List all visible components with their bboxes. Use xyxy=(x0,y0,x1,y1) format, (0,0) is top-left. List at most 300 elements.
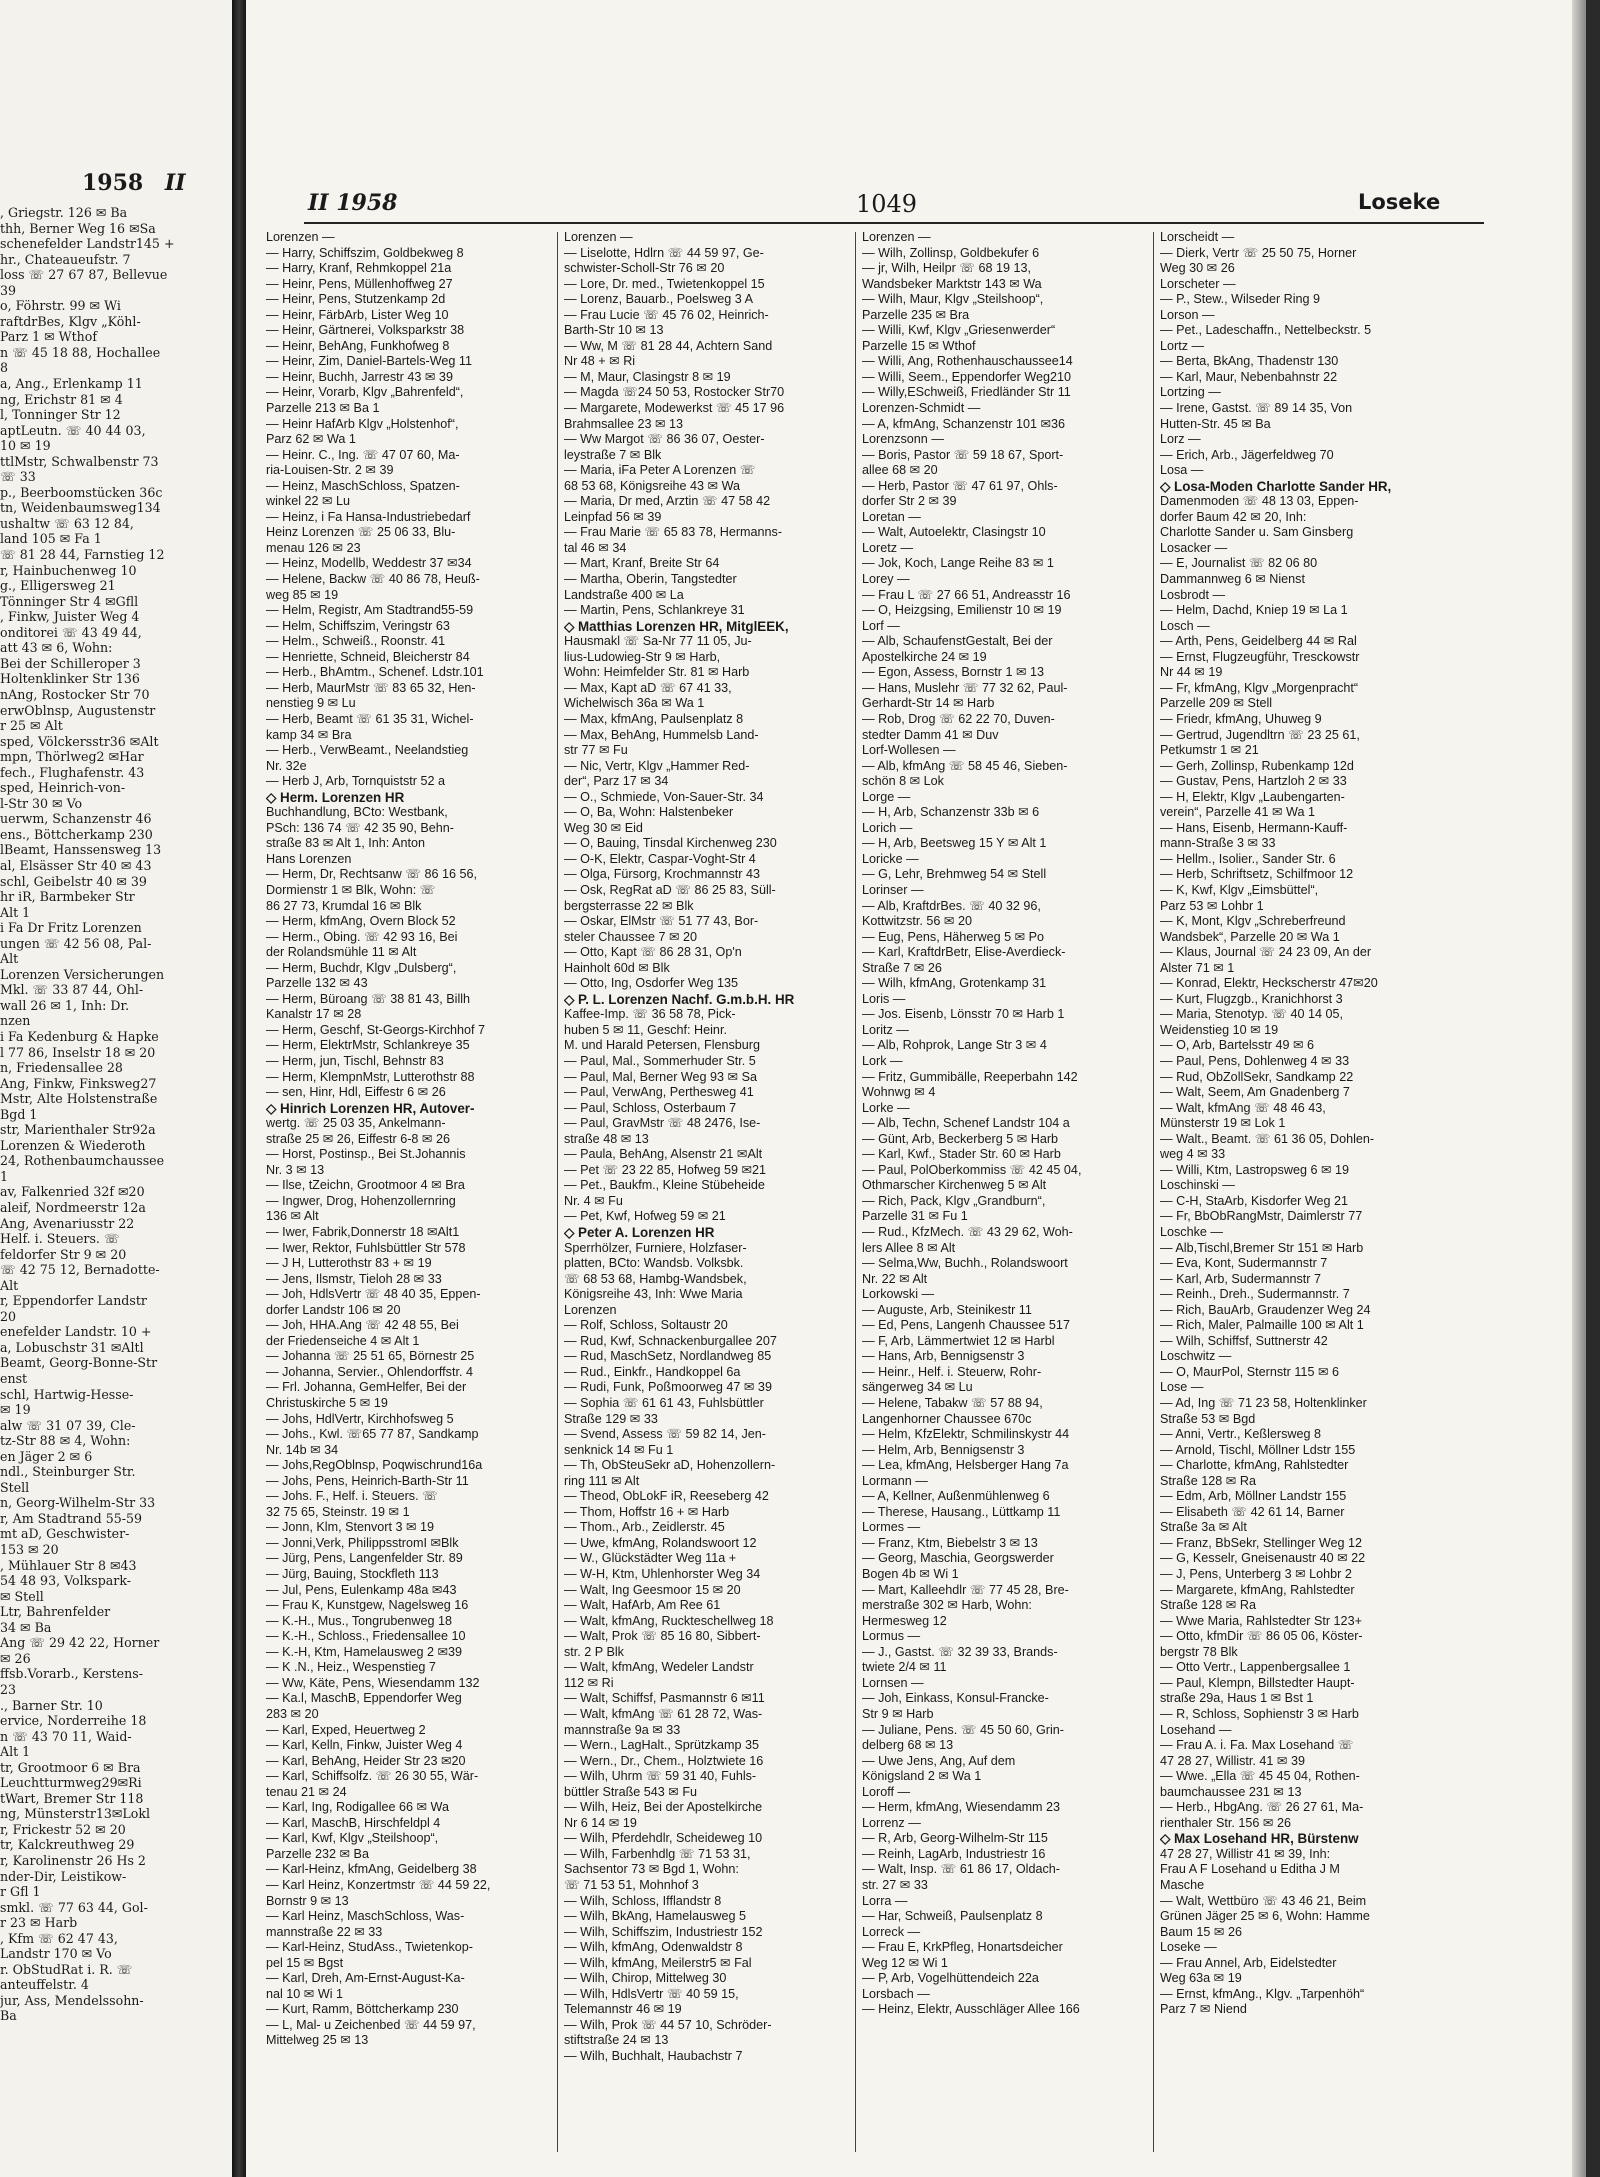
directory-line: Lorf-Wollesen — xyxy=(862,743,956,758)
directory-line: — Paul, Klempn, Billstedter Haupt- xyxy=(1160,1675,1355,1690)
directory-line: r Gfl 1 xyxy=(0,1884,41,1900)
directory-line: — jr, Wilh, Heilpr ☏ 68 19 13, xyxy=(862,261,1032,276)
directory-line: — Karl, Kwf., Stader Str. 60 ✉ Harb xyxy=(862,1147,1061,1162)
directory-line: — Maria, Stenotyp. ☏ 40 14 05, xyxy=(1160,1007,1344,1022)
directory-line: jur, Ass, Mendelssohn- xyxy=(0,1992,144,2008)
directory-line: Barth-Str 10 ✉ 13 xyxy=(564,323,664,338)
directory-line: — Frau Lucie ☏ 45 76 02, Heinrich- xyxy=(564,307,769,322)
directory-line: — Horst, Postinsp., Bei St.Johannis xyxy=(266,1147,466,1162)
directory-line: — Wilh, HdlsVertr ☏ 40 59 15, xyxy=(564,1986,739,2001)
directory-line: schl, Hartwig-Hesse- xyxy=(0,1386,134,1402)
directory-line: Ang, Finkw, Finksweg27 xyxy=(0,1075,157,1091)
directory-line: Charlotte Sander u. Sam Ginsberg xyxy=(1160,525,1354,540)
directory-line: ✉ 26 xyxy=(0,1650,31,1666)
directory-line: Alt 1 xyxy=(0,904,31,920)
directory-line: — Pet, Kwf, Hofweg 59 ✉ 21 xyxy=(564,1209,726,1224)
directory-line: Wohn: Heimfelder Str. 81 ✉ Harb xyxy=(564,665,750,680)
directory-line: Lorz — xyxy=(1160,432,1201,447)
directory-line: str, Marienthaler Str92a xyxy=(0,1122,156,1138)
directory-line: — Ww, M ☏ 81 28 44, Achtern Sand xyxy=(564,338,773,353)
directory-line: delberg 68 ✉ 13 xyxy=(862,1738,954,1753)
directory-line: dorfer Landstr 106 ✉ 20 xyxy=(266,1302,401,1317)
directory-line: Lorge — xyxy=(862,789,911,804)
directory-line: Alster 71 ✉ 1 xyxy=(1160,960,1235,975)
directory-line: Nr. 4 ✉ Fu xyxy=(564,1193,623,1208)
directory-line: 23 xyxy=(0,1681,17,1697)
directory-line: Parzelle 15 ✉ Wthof xyxy=(862,338,976,353)
directory-line: — Iwer, Rektor, Fuhlsbüttler Str 578 xyxy=(266,1240,466,1255)
directory-line: — Arnold, Tischl, Möllner Ldstr 155 xyxy=(1160,1442,1356,1457)
directory-line: Helf. i. Steuers. ☏ xyxy=(0,1231,120,1247)
directory-line: — Karl, BehAng, Heider Str 23 ✉20 xyxy=(266,1753,466,1768)
directory-line: feldorfer Str 9 ✉ 20 xyxy=(0,1246,127,1262)
directory-line: Langenhorner Chaussee 670c xyxy=(862,1411,1032,1426)
directory-line: — Karl-Heinz, StudAss., Twietenkop- xyxy=(266,1940,473,1955)
directory-line: — Frau K, Kunstgew, Nagelsweg 16 xyxy=(266,1598,469,1613)
directory-line: 112 ✉ Ri xyxy=(564,1675,614,1690)
directory-line: — Jürg, Pens, Langenfelder Str. 89 xyxy=(266,1551,463,1566)
directory-line: — Martin, Pens, Schlankreye 31 xyxy=(564,603,745,618)
directory-line: str. 2 P Blk xyxy=(564,1644,624,1659)
directory-line: — Frau Marie ☏ 65 83 78, Hermanns- xyxy=(564,525,783,540)
directory-line: Loris — xyxy=(862,991,906,1006)
directory-line: — Ernst, kfmAng., Klgv. „Tarpenhöh“ xyxy=(1160,1986,1365,2001)
directory-line: — Martha, Oberin, Tangstedter xyxy=(564,572,737,587)
directory-line: — Kurt, Flugzgb., Kranichhorst 3 xyxy=(1160,991,1343,1006)
directory-line: twiete 2/4 ✉ 11 xyxy=(862,1660,947,1675)
directory-line: Loschwitz — xyxy=(1160,1349,1232,1364)
directory-line: Nr. 22 ✉ Alt xyxy=(862,1271,928,1286)
directory-line: p., Beerboomstücken 36c xyxy=(0,484,163,500)
directory-line: — P, Arb, Vogelhüttendeich 22a xyxy=(862,1971,1039,1986)
directory-line: — Helene, Tabakw ☏ 57 88 94, xyxy=(862,1396,1043,1411)
directory-line: Loretz — xyxy=(862,540,914,555)
directory-line: — G, Lehr, Brehmweg 54 ✉ Stell xyxy=(862,867,1047,882)
directory-line: ., Barner Str. 10 xyxy=(0,1697,103,1713)
directory-line: 47 28 27, Willistr. 41 ✉ 39 xyxy=(1160,1753,1305,1768)
directory-line: — Lea, kfmAng, Helsberger Hang 7a xyxy=(862,1458,1069,1473)
directory-line: Loroff — xyxy=(862,1784,911,1799)
directory-line: — Walt, kfmAng ☏ 61 28 72, Was- xyxy=(564,1706,763,1721)
directory-line: Petkumstr 1 ✉ 21 xyxy=(1160,743,1259,758)
directory-line: straße 83 ✉ Alt 1, Inh: Anton xyxy=(266,836,425,851)
directory-line: — Jonn, Klm, Stenvort 3 ✉ 19 xyxy=(266,1520,435,1535)
directory-line: Sachsentor 73 ✉ Bgd 1, Wohn: xyxy=(564,1862,739,1877)
directory-line: — Magda ☏24 50 53, Rostocker Str70 xyxy=(564,385,785,400)
directory-line: Straße 7 ✉ 26 xyxy=(862,960,942,975)
directory-line: ◇ Hinrich Lorenzen HR, Autover- xyxy=(266,1100,475,1116)
directory-line: — Rich, BauArb, Graudenzer Weg 24 xyxy=(1160,1302,1371,1317)
directory-line: — Wilh, Heiz, Bei der Apostelkirche xyxy=(564,1800,763,1815)
directory-line: — Walt, kfmAng ☏ 48 46 43, xyxy=(1160,1100,1326,1115)
directory-line: Loschke — xyxy=(1160,1225,1223,1239)
directory-line: Parz 7 ✉ Niend xyxy=(1160,2002,1247,2017)
directory-line: Wichelwisch 36a ✉ Wa 1 xyxy=(564,696,705,711)
directory-line: wall 26 ✉ 1, Inh: Dr. xyxy=(0,997,130,1013)
directory-line: Lorscheter — xyxy=(1160,276,1236,291)
directory-line: sped, Völckersstr36 ✉Alt xyxy=(0,733,159,749)
directory-line: — Herm, ElektrMstr, Schlankreye 35 xyxy=(266,1038,470,1053)
directory-line: — O, Bauing, Tinsdal Kirchenweg 230 xyxy=(564,836,777,851)
directory-line: — O, Arb, Bartelsstr 49 ✉ 6 xyxy=(1160,1038,1315,1053)
left-header-roman: II xyxy=(164,170,186,196)
directory-line: büttler Straße 543 ✉ Fu xyxy=(564,1784,698,1799)
directory-line: Ba xyxy=(0,2008,17,2024)
directory-line: Bei der Schilleroper 3 xyxy=(0,655,141,671)
directory-line: — Günt, Arb, Beckerberg 5 ✉ Harb xyxy=(862,1131,1059,1146)
directory-line: — G, Kesselr, Gneisenaustr 40 ✉ 22 xyxy=(1160,1551,1366,1566)
directory-line: — Alb, Rohprok, Lange Str 3 ✉ 4 xyxy=(862,1038,1047,1053)
directory-line: Lorenzen — xyxy=(266,230,335,244)
directory-line: — Wilh, Schiffszim, Industriestr 152 xyxy=(564,1924,763,1939)
directory-line: av, Falkenried 32f ✉20 xyxy=(0,1184,145,1200)
directory-line: steler Chaussee 7 ✉ 20 xyxy=(564,929,698,944)
directory-line: — Walt, HafArb, Am Ree 61 xyxy=(564,1598,721,1613)
directory-line: ◇ Peter A. Lorenzen HR xyxy=(564,1225,715,1240)
directory-line: — Karl-Heinz, kfmAng, Geidelberg 38 xyxy=(266,1862,477,1877)
directory-line: — Johanna, Servier., Ohlendorffstr. 4 xyxy=(266,1364,473,1379)
directory-line: — Karl, Kwf, Klgv „Steilshoop“, xyxy=(266,1831,439,1846)
directory-line: — Mart, Kranf, Breite Str 64 xyxy=(564,556,720,571)
directory-line: — Walt, kfmAng, Ruckteschellweg 18 xyxy=(564,1613,774,1628)
directory-line: — Johs. F., Helf. i. Steuers. ☏ xyxy=(266,1489,438,1504)
directory-line: — Arth, Pens, Geidelberg 44 ✉ Ral xyxy=(1160,634,1357,649)
directory-line: Losehand — xyxy=(1160,1722,1232,1737)
directory-line: enst xyxy=(0,1371,28,1387)
directory-line: — H, Arb, Beetsweg 15 Y ✉ Alt 1 xyxy=(862,836,1047,851)
directory-line: — Paul, PolOberkommiss ☏ 42 45 04, xyxy=(862,1162,1082,1177)
directory-line: Nr 44 ✉ 19 xyxy=(1160,665,1223,680)
directory-line: sängerweg 34 ✉ Lu xyxy=(862,1380,973,1395)
directory-line: — Charlotte, kfmAng, Rahlstedter xyxy=(1160,1458,1349,1473)
directory-line: — Walt, kfmAng, Wedeler Landstr xyxy=(564,1660,754,1675)
directory-line: Lorsbach — xyxy=(862,1986,930,2001)
directory-line: Hans Lorenzen xyxy=(266,851,352,866)
directory-line: Münsterstr 19 ✉ Lok 1 xyxy=(1160,1116,1286,1131)
directory-line: — Herm., Obing. ☏ 42 93 16, Bei xyxy=(266,929,458,944)
directory-line: Losch — xyxy=(1160,618,1210,633)
directory-line: — Walt, Ing Geesmoor 15 ✉ 20 xyxy=(564,1582,741,1597)
directory-line: Telemannstr 46 ✉ 19 xyxy=(564,2002,682,2017)
directory-line: — Wilh, kfmAng, Odenwaldstr 8 xyxy=(564,1940,743,1955)
directory-line: — A, kfmAng, Schanzenstr 101 ✉36 xyxy=(862,416,1066,431)
directory-line: — Jens, Ilsmstr, Tieloh 28 ✉ 33 xyxy=(266,1271,442,1286)
directory-line: — Heinz, MaschSchloss, Spatzen- xyxy=(266,478,460,493)
directory-line: ungen ☏ 42 56 08, Pal- xyxy=(0,935,152,951)
directory-line: tr, Grootmoor 6 ✉ Bra xyxy=(0,1759,141,1775)
directory-line: bergstr 78 Blk xyxy=(1160,1644,1238,1659)
directory-line: — M, Maur, Clasingstr 8 ✉ 19 xyxy=(564,369,731,384)
directory-line: Tönninger Str 4 ✉Gfll xyxy=(0,593,139,609)
directory-line: 153 ✉ 20 xyxy=(0,1542,59,1558)
directory-line: nAng, Rostocker Str 70 xyxy=(0,686,150,702)
directory-line: 34 ✉ Ba xyxy=(0,1619,52,1635)
directory-line: schenefelder Landstr145 + xyxy=(0,236,175,252)
running-head-name: Loseke xyxy=(1358,190,1441,214)
directory-line: ◇ Losa-Moden Charlotte Sander HR, xyxy=(1160,478,1392,494)
directory-line: — Max, Kapt aD ☏ 67 41 33, xyxy=(564,680,732,695)
directory-line: — H, Elektr, Klgv „Laubengarten- xyxy=(1160,789,1345,804)
directory-line: i Fa Kedenburg & Hapke xyxy=(0,1028,159,1044)
directory-line: — Heinr, Gärtnerei, Volksparkstr 38 xyxy=(266,323,465,338)
directory-line: nal 10 ✉ Wi 1 xyxy=(266,1986,344,2001)
directory-line: — Wilh, kfmAng, Grotenkamp 31 xyxy=(862,976,1047,991)
directory-line: — Rud, ObZollSekr, Sandkamp 22 xyxy=(1160,1069,1354,1084)
directory-line: — Herb., VerwBeamt., Neelandstieg xyxy=(266,743,469,758)
directory-line: — K.-H., Mus., Tongrubenweg 18 xyxy=(266,1613,452,1628)
directory-line: — Fritz, Gummibälle, Reeperbahn 142 xyxy=(862,1069,1078,1084)
directory-line: — Wilh, BkAng, Hamelausweg 5 xyxy=(564,1909,746,1924)
directory-line: — Rud., KfzMech. ☏ 43 29 62, Woh- xyxy=(862,1225,1073,1239)
directory-line: straße 25 ✉ 26, Eiffestr 6-8 ✉ 26 xyxy=(266,1131,450,1146)
right-header-volume: II 1958 xyxy=(308,190,398,216)
directory-line: Str 9 ✉ Harb xyxy=(862,1706,934,1721)
directory-line: n ☏ 45 18 88, Hochallee xyxy=(0,344,161,360)
directory-line: 32 75 65, Steinstr. 19 ✉ 1 xyxy=(266,1504,410,1519)
directory-line: — Karl Heinz, Konzertmstr ☏ 44 59 22, xyxy=(266,1877,491,1892)
directory-line: — Rolf, Schloss, Soltaustr 20 xyxy=(564,1318,728,1333)
directory-line: — Fr, BbObRangMstr, Daimlerstr 77 xyxy=(1160,1209,1363,1224)
directory-line: Leinpfad 56 ✉ 39 xyxy=(564,509,662,524)
directory-line: platten, BCto: Wandsb. Volksbk. xyxy=(564,1256,744,1271)
directory-line: ens., Böttcherkamp 230 xyxy=(0,826,153,842)
directory-line: str. 27 ✉ 33 xyxy=(862,1877,928,1892)
directory-line: Straße 128 ✉ Ra xyxy=(1160,1473,1256,1488)
directory-line: str 77 ✉ Fu xyxy=(564,743,628,758)
directory-line: mann-Straße 3 ✉ 33 xyxy=(1160,836,1276,851)
directory-line: Christuskirche 5 ✉ 19 xyxy=(266,1396,388,1411)
directory-line: dorfer Baum 42 ✉ 20, Inh: xyxy=(1160,509,1307,524)
directory-line: Lorscheidt — xyxy=(1160,230,1235,244)
directory-line: — Gerh, Zollinsp, Rubenkamp 12d xyxy=(1160,758,1354,773)
directory-line: Brahmsallee 23 ✉ 13 xyxy=(564,416,684,431)
directory-line: — Juliane, Pens. ☏ 45 50 60, Grin- xyxy=(862,1722,1064,1737)
directory-line: — Reinh, LagArb, Industriestr 16 xyxy=(862,1846,1046,1861)
column-divider xyxy=(855,232,856,2152)
directory-line: — Fr, kfmAng, Klgv „Morgenpracht“ xyxy=(1160,680,1359,695)
directory-line: Masche xyxy=(1160,1877,1205,1892)
directory-line: — Uwe, kfmAng, Rolandswoort 12 xyxy=(564,1535,757,1550)
directory-line: Lorreck — xyxy=(862,1924,921,1939)
directory-line: — Pet ☏ 23 22 85, Hofweg 59 ✉21 xyxy=(564,1162,767,1177)
directory-line: — Heinz, Elektr, Ausschläger Allee 166 xyxy=(862,2002,1080,2017)
directory-line: Alt 1 xyxy=(0,1744,31,1760)
directory-line: Losa — xyxy=(1160,463,1204,478)
directory-line: Ltr, Bahrenfelder xyxy=(0,1604,111,1620)
directory-line: schl, Geibelstr 40 ✉ 39 xyxy=(0,873,147,889)
directory-line: — Lorenz, Bauarb., Poelsweg 3 A xyxy=(564,292,754,307)
book-spine xyxy=(232,0,246,2177)
directory-line: Wandsbeker Marktstr 143 ✉ Wa xyxy=(862,276,1042,291)
directory-line: — L, Mal- u Zeichenbed ☏ 44 59 97, xyxy=(266,2017,476,2032)
directory-line: r, Am Stadtrand 55-59 xyxy=(0,1510,143,1526)
directory-line: der Rolandsmühle 11 ✉ Alt xyxy=(266,945,417,960)
directory-line: — Karl Heinz, MaschSchloss, Was- xyxy=(266,1909,465,1924)
directory-line: ☏ 81 28 44, Farnstieg 12 xyxy=(0,547,165,563)
directory-line: Parzelle 235 ✉ Bra xyxy=(862,307,970,322)
directory-line: — Heinz, i Fa Hansa-Industriebedarf xyxy=(266,509,471,524)
directory-line: — Johanna ☏ 25 51 65, Börnestr 25 xyxy=(266,1349,475,1364)
directory-line: — Johs,RegOblnsp, Poqwischrund16a xyxy=(266,1458,483,1473)
right-page xyxy=(246,0,1586,2177)
directory-line: 68 53 68, Königsreihe 43 ✉ Wa xyxy=(564,478,741,493)
directory-line: — Wilh, kfmAng, Meilerstr5 ✉ Fal xyxy=(564,1955,752,1970)
directory-line: — Ingwer, Drog, Hohenzollernring xyxy=(266,1193,456,1208)
directory-line: Lormus — xyxy=(862,1629,921,1644)
directory-line: Parzelle 213 ✉ Ba 1 xyxy=(266,401,380,416)
directory-column-4 xyxy=(1160,230,1438,2155)
directory-line: Weg 30 ✉ 26 xyxy=(1160,261,1235,276)
directory-line: — O, Heizgsing, Emilienstr 10 ✉ 19 xyxy=(862,603,1062,618)
directory-line: — Max, kfmAng, Paulsenplatz 8 xyxy=(564,711,744,726)
directory-line: Landstr 170 ✉ Vo xyxy=(0,1946,112,1962)
directory-line: Straße 3a ✉ Alt xyxy=(1160,1520,1247,1535)
directory-line: Lorenzen — xyxy=(862,230,931,244)
directory-line: Weg 12 ✉ Wi 1 xyxy=(862,1955,948,1970)
directory-line: Bogen 4b ✉ Wi 1 xyxy=(862,1567,959,1582)
directory-line: — Heinr. C., Ing. ☏ 47 07 60, Ma- xyxy=(266,447,460,462)
directory-line: Königsreihe 43, Inh: Wwe Maria xyxy=(564,1287,743,1302)
directory-line: — Harry, Kranf, Rehmkoppel 21a xyxy=(266,261,452,276)
directory-line: — Margarete, kfmAng, Rahlstedter xyxy=(1160,1582,1355,1597)
directory-line: senknick 14 ✉ Fu 1 xyxy=(564,1442,674,1457)
directory-line: a, Lobuschstr 31 ✉Altl xyxy=(0,1339,144,1355)
directory-line: Hausmakl ☏ Sa-Nr 77 11 05, Ju- xyxy=(564,634,752,649)
directory-line: Lorinser — xyxy=(862,882,924,897)
directory-line: — Rud, Kwf, Schnackenburgallee 207 xyxy=(564,1333,777,1348)
directory-line: — Paula, BehAng, Alsenstr 21 ✉Alt xyxy=(564,1147,763,1162)
directory-line: — Walt, Prok ☏ 85 16 80, Sibbert- xyxy=(564,1629,761,1644)
directory-line: — Lore, Dr. med., Twietenkoppel 15 xyxy=(564,276,765,291)
directory-line: l-Str 30 ✉ Vo xyxy=(0,795,83,811)
directory-line: — Pet., Baukfm., Kleine Stübeheide xyxy=(564,1178,765,1193)
directory-line: att 43 ✉ 6, Wohn: xyxy=(0,640,113,656)
directory-line: — Ernst, Flugzeugführ, Tresckowstr xyxy=(1160,649,1360,664)
directory-line: ☏ 71 53 51, Mohnhof 3 xyxy=(564,1877,699,1892)
directory-line: — Willi, Ktm, Lastropsweg 6 ✉ 19 xyxy=(1160,1162,1350,1177)
directory-line: — Willi, Kwf, Klgv „Griesenwerder“ xyxy=(862,323,1056,338)
directory-line: hr., Chateaueufstr. 7 xyxy=(0,251,131,267)
directory-line: Straße 128 ✉ Ra xyxy=(1160,1598,1256,1613)
directory-line: — Karl, Schiffsolfz. ☏ 26 30 55, Wär- xyxy=(266,1769,479,1784)
directory-line: Weg 63a ✉ 19 xyxy=(1160,1971,1242,1986)
directory-line: — Jok, Koch, Lange Reihe 83 ✉ 1 xyxy=(862,556,1054,571)
directory-line: — Wilh, Prok ☏ 44 57 10, Schröder- xyxy=(564,2017,772,2032)
directory-line: Frau A F Losehand u Editha J M xyxy=(1160,1862,1340,1877)
directory-line: — Klaus, Journal ☏ 24 23 09, An der xyxy=(1160,945,1372,960)
directory-line: Hermesweg 12 xyxy=(862,1613,947,1628)
directory-line: — Herb, MaurMstr ☏ 83 65 32, Hen- xyxy=(266,680,476,695)
directory-line: Hutten-Str. 45 ✉ Ba xyxy=(1160,416,1271,431)
directory-line: — Heinz, Modellb, Weddestr 37 ✉34 xyxy=(266,556,472,571)
directory-line: — Helm, KfzElektr, Schmilinskystr 44 xyxy=(862,1427,1070,1442)
directory-line: r 25 ✉ Alt xyxy=(0,718,63,734)
directory-line: ◇ Matthias Lorenzen HR, MitglEEK, xyxy=(564,618,789,634)
directory-line: — Ad, Ing ☏ 71 23 58, Holtenklinker xyxy=(1160,1396,1367,1411)
directory-line: Kanalstr 17 ✉ 28 xyxy=(266,1007,362,1022)
directory-line: , Mühlauer Str 8 ✉43 xyxy=(0,1557,137,1573)
directory-line: — Oskar, ElMstr ☏ 51 77 43, Bor- xyxy=(564,914,759,929)
directory-line: Damenmoden ☏ 48 13 03, Eppen- xyxy=(1160,494,1359,509)
directory-line: Holtenklinker Str 136 xyxy=(0,671,140,687)
directory-line: Loritz — xyxy=(862,1022,909,1037)
directory-line: Straße 129 ✉ 33 xyxy=(564,1411,658,1426)
directory-line: verein“, Parzelle 41 ✉ Wa 1 xyxy=(1160,805,1315,820)
directory-line: — Wilh, Schiffsf, Suttnerstr 42 xyxy=(1160,1333,1328,1348)
directory-line: 8 xyxy=(0,360,9,376)
directory-line: mannstraße 9a ✉ 33 xyxy=(564,1722,681,1737)
directory-line: mt aD, Geschwister- xyxy=(0,1526,130,1542)
directory-line: Stell xyxy=(0,1479,30,1495)
directory-line: — Osk, RegRat aD ☏ 86 25 83, Süll- xyxy=(564,882,776,897)
directory-line: Lornsen — xyxy=(862,1675,924,1690)
directory-line: Leuchtturmweg29✉Ri xyxy=(0,1775,142,1791)
directory-line: en Jäger 2 ✉ 6 xyxy=(0,1448,93,1464)
directory-line: — Alb,Tischl,Bremer Str 151 ✉ Harb xyxy=(1160,1240,1364,1255)
directory-line: Lorkowski — xyxy=(862,1287,935,1302)
directory-line: — Herm, Geschf, St-Georgs-Kirchhof 7 xyxy=(266,1022,486,1037)
directory-line: Landstraße 400 ✉ La xyxy=(564,587,684,602)
directory-line: Königsland 2 ✉ Wa 1 xyxy=(862,1769,982,1784)
directory-line: — Herm, kfmAng, Wiesendamm 23 xyxy=(862,1800,1061,1815)
directory-line: r. ObStudRat i. R. ☏ xyxy=(0,1961,133,1977)
directory-line: — Egon, Assess, Bornstr 1 ✉ 13 xyxy=(862,665,1045,680)
directory-line: ✉ 19 xyxy=(0,1402,31,1418)
directory-line: — K.-H, Ktm, Hamelausweg 2 ✉39 xyxy=(266,1644,463,1659)
directory-line: raftdrBes, Klgv „Köhl- xyxy=(0,313,141,329)
directory-line: — E, Journalist ☏ 82 06 80 xyxy=(1160,556,1318,571)
directory-line: — Heinr HafArb Klgv „Holstenhof“, xyxy=(266,416,459,431)
directory-line: — Walt, Autoelektr, Clasingstr 10 xyxy=(862,525,1046,540)
directory-line: — K, Mont, Klgv „Schreberfreund xyxy=(1160,914,1346,929)
directory-line: — Wern., LagHalt., Sprützkamp 35 xyxy=(564,1738,760,1753)
directory-line: — Paul, Pens, Dohlenweg 4 ✉ 33 xyxy=(1160,1053,1350,1068)
directory-line: tenau 21 ✉ 24 xyxy=(266,1784,347,1799)
directory-line: a, Ang., Erlenkamp 11 xyxy=(0,376,143,392)
column-divider xyxy=(1153,232,1154,2152)
directory-line: Ang ☏ 29 42 22, Horner xyxy=(0,1635,160,1651)
directory-line: — Hans, Muslehr ☏ 77 32 62, Paul- xyxy=(862,680,1068,695)
directory-line: — Herb., BhAmtm., Schenef. Ldstr.101 xyxy=(266,665,484,680)
directory-line: — A, Kellner, Außenmühlenweg 6 xyxy=(862,1489,1050,1504)
directory-line: — Ww Margot ☏ 86 36 07, Oester- xyxy=(564,432,765,447)
directory-line: land 105 ✉ Fa 1 xyxy=(0,531,102,547)
directory-line: — Walt, Seem, Am Gnadenberg 7 xyxy=(1160,1085,1350,1100)
directory-line: — Olga, Fürsorg, Krochmannstr 43 xyxy=(564,867,760,882)
directory-line: — Liselotte, Hdlrn ☏ 44 59 97, Ge- xyxy=(564,245,764,260)
directory-line: Lorenzen Versicherungen xyxy=(0,966,165,982)
directory-line: — O-K, Elektr, Caspar-Voght-Str 4 xyxy=(564,851,756,866)
directory-line: — Ed, Pens, Langenh Chaussee 517 xyxy=(862,1318,1070,1333)
directory-line: menau 126 ✉ 23 xyxy=(266,540,361,555)
directory-line: — Karl, MaschB, Hirschfeldpl 4 xyxy=(266,1815,441,1830)
directory-line: — Ka.l, MaschB, Eppendorfer Weg xyxy=(266,1691,462,1706)
directory-line: — Karl, Ing, Rodigallee 66 ✉ Wa xyxy=(266,1800,449,1815)
directory-line: Nr. 32e xyxy=(266,758,307,773)
directory-line: — F, Arb, Lämmertwiet 12 ✉ Harbl xyxy=(862,1333,1055,1348)
left-page-text-column xyxy=(0,205,228,2024)
directory-line: — Joh, HHA.Ang ☏ 42 48 55, Bei xyxy=(266,1318,459,1333)
directory-line: — K.-H., Schloss., Friedensallee 10 xyxy=(266,1629,466,1644)
directory-line: n ☏ 43 70 11, Waid- xyxy=(0,1728,132,1744)
directory-line: mpn, Thörlweg2 ✉Har xyxy=(0,749,144,765)
directory-line: o, Föhrstr. 99 ✉ Wi xyxy=(0,298,121,314)
directory-line: — Gustav, Pens, Hartzloh 2 ✉ 33 xyxy=(1160,774,1347,789)
directory-line: ria-Louisen-Str. 2 ✉ 39 xyxy=(266,463,394,478)
directory-line: Kaffee-Imp. ☏ 36 58 78, Pick- xyxy=(564,1007,736,1022)
directory-line: Parzelle 132 ✉ 43 xyxy=(266,976,368,991)
directory-line: — Konrad, Elektr, Heckscherstr 47✉20 xyxy=(1160,976,1378,991)
